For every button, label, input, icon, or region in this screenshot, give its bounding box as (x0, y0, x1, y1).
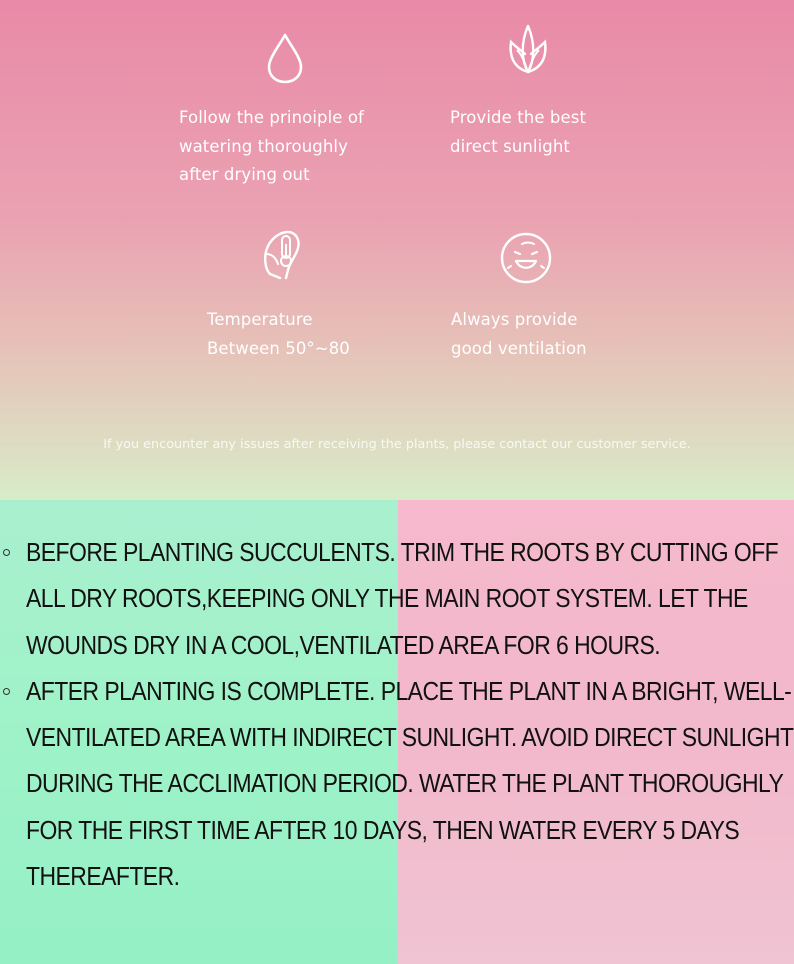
plant-sun-icon (503, 20, 553, 76)
care-tip-sunlight: Provide the best direct sunlight (450, 108, 587, 156)
instruction-after-planting: AFTER PLANTING IS COMPLETE. PLACE THE PLANT IN A BRIGHT, WELL-VENTILATED AREA WITH INDIRECT SUNLIGHT. AVOID DIRECT SUNLIGHT DURING THE ACCLIMATION PERIOD. WATER THE PLANT THOROUGHLY FOR THE FIRST TIME AFTER 10 DAYS, THEN WATER EVERY 5 DAYS THEREAFTER. (26, 677, 794, 892)
instruction-before-planting: BEFORE PLANTING SUCCULENTS. TRIM THE ROOTS BY CUTTING OFF ALL DRY ROOTS,KEEPING ONLY THE MAIN ROOT SYSTEM. LET THE WOUNDS DRY IN A COOL,VENTILATED AREA FOR 6 HOURS. (26, 539, 779, 660)
bullet-icon (3, 688, 10, 695)
care-tip-ventilation: Always provide good ventilation (451, 310, 587, 358)
list-item (0, 669, 794, 900)
care-tip-watering: Follow the prinoiple of watering thoroughly after drying out (179, 108, 364, 184)
care-tip-temperature: Temperature Between 50°~80 (207, 310, 350, 358)
thermometer-hand-icon (258, 224, 306, 282)
customer-service-note: If you encounter any issues after receiving the plants, please contact our customer service. (103, 437, 691, 452)
list-item (0, 530, 794, 669)
planting-instructions (0, 530, 794, 900)
smile-face-icon (498, 230, 554, 286)
water-drop-icon (264, 32, 306, 84)
bullet-icon (3, 549, 10, 556)
